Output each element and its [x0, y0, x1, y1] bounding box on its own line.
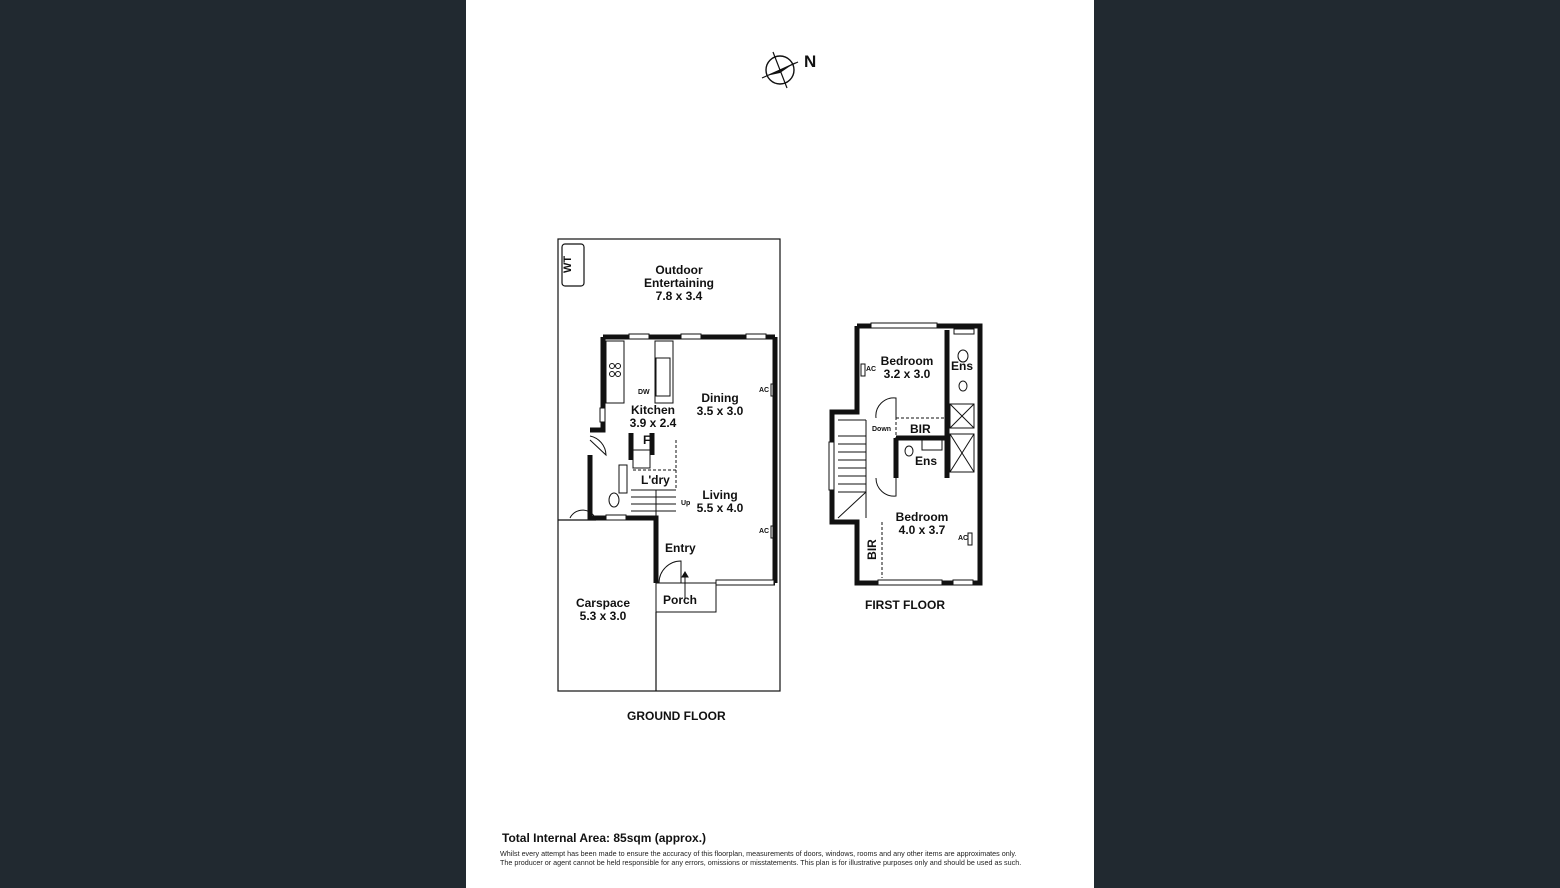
room-dining: [690, 392, 750, 418]
wt-label: WT: [562, 255, 575, 274]
compass-north-label: N: [804, 52, 817, 71]
disclaimer: [500, 849, 1080, 867]
bir-label: BIR: [910, 422, 931, 436]
floorplan-sheet: [466, 0, 1094, 888]
room-name: Dining: [701, 391, 739, 405]
room-size: 5.5 x 4.0: [696, 501, 744, 515]
ensuite-label: Ens: [951, 359, 974, 373]
floorplan-drawing: [466, 0, 1094, 888]
room-bedroom-1: [877, 355, 937, 381]
room-outdoor-entertaining: [629, 264, 729, 303]
dishwasher-label: DW: [638, 389, 650, 396]
room-name-line2: Entertaining: [643, 276, 714, 290]
disclaimer-line: Whilst every attempt has been made to ensure the accuracy of this floorplan, measurements of doors, windows, rooms and any other items are approximates only.: [500, 849, 1017, 858]
ensuite-label: Ens: [915, 454, 938, 468]
room-size: 4.0 x 3.7: [898, 523, 946, 537]
ac-label: AC: [759, 387, 770, 394]
entry-label: Entry: [665, 541, 696, 555]
stairs-down-label: Down: [872, 426, 892, 433]
room-kitchen: [623, 404, 683, 430]
ground-floor-title: GROUND FLOOR: [627, 709, 726, 723]
room-living: [690, 489, 750, 515]
room-name: Bedroom: [895, 510, 949, 524]
room-name: Kitchen: [630, 403, 675, 417]
laundry-label: L'dry: [641, 473, 670, 487]
room-size: 3.9 x 2.4: [629, 416, 677, 430]
room-size: 3.5 x 3.0: [696, 404, 744, 418]
porch-label: Porch: [663, 593, 698, 607]
first-floor-title: FIRST FLOOR: [865, 598, 945, 612]
fridge-label: F: [643, 433, 651, 447]
total-internal-area: Total Internal Area: 85sqm (approx.): [502, 831, 707, 845]
room-name: Outdoor: [655, 263, 703, 277]
bir-label: BIR: [864, 539, 879, 560]
room-size: 7.8 x 3.4: [655, 289, 703, 303]
room-size: 3.2 x 3.0: [883, 367, 931, 381]
stairs-up-label: Up: [681, 500, 691, 507]
room-name: Carspace: [575, 596, 631, 610]
room-size: 5.3 x 3.0: [579, 609, 627, 623]
ac-label: AC: [958, 535, 969, 542]
ac-label: AC: [759, 528, 770, 535]
room-carspace: [573, 597, 633, 623]
disclaimer-line: The producer or agent cannot be held responsible for any errors, omissions or misstatements. This plan is for illustrative purposes only and should be used as such.: [500, 858, 1022, 867]
room-bedroom-2: [892, 511, 952, 537]
room-name: Living: [702, 488, 738, 502]
ac-label: AC: [866, 366, 877, 373]
room-name: Bedroom: [880, 354, 934, 368]
